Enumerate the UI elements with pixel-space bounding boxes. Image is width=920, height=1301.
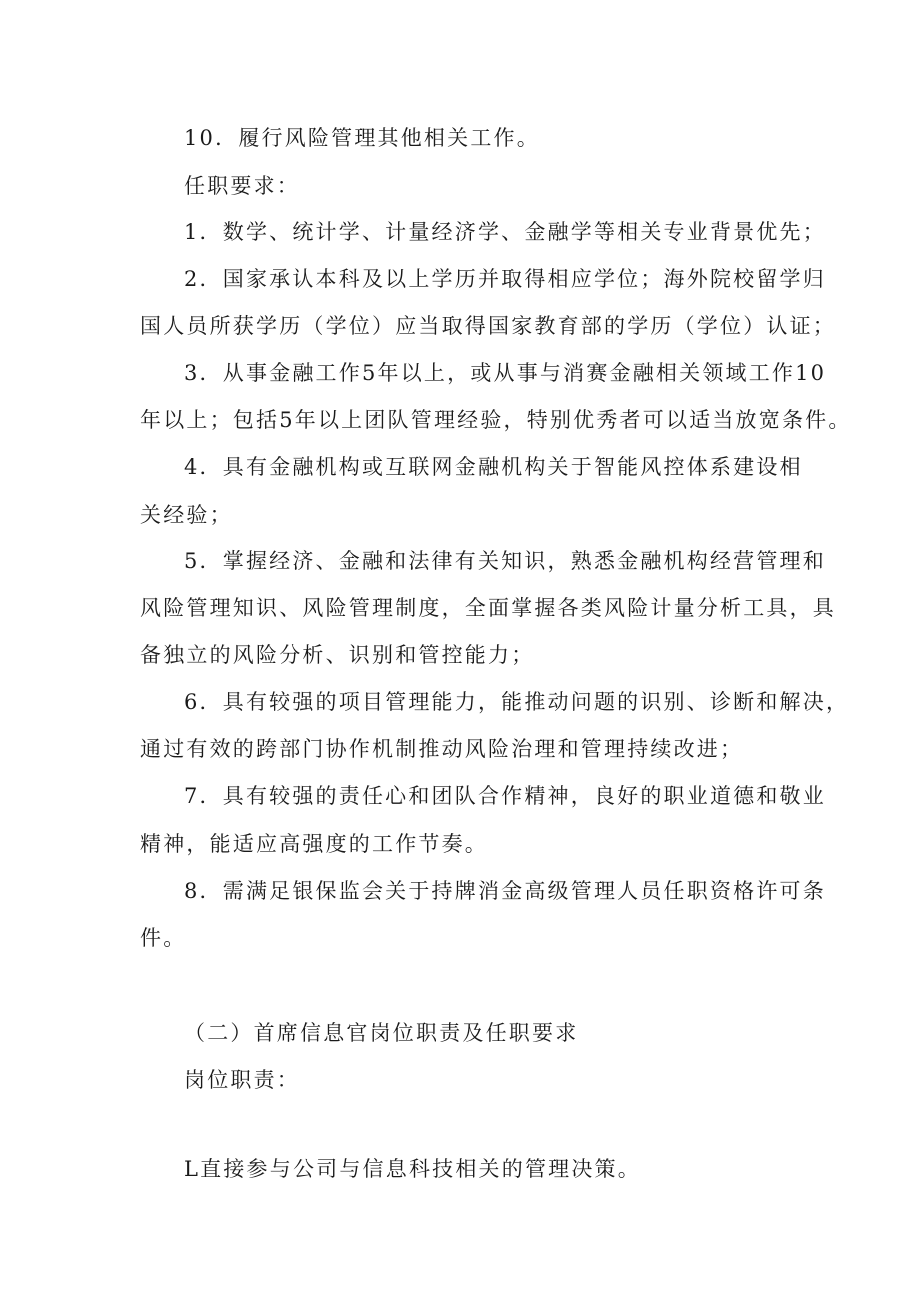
requirement-8-line-2: 件。 bbox=[140, 926, 187, 950]
requirement-1: 1．数学、统计学、计量经济学、金融学等相关专业背景优先； bbox=[184, 220, 826, 244]
requirement-4-line-1: 4．具有金融机构或互联网金融机构关于智能风控体系建设相 bbox=[184, 455, 803, 479]
requirement-6-line-2: 通过有效的跨部门协作机制推动风险治理和管理持续改进； bbox=[140, 737, 744, 761]
requirement-3-line-1: 3．从事金融工作5年以上，或从事与消赛金融相关领域工作10 bbox=[184, 361, 827, 385]
requirement-3-line-2: 年以上；包括5年以上团队管理经验，特别优秀者可以适当放宽条件。 bbox=[140, 408, 852, 432]
section-heading-cio: （二）首席信息官岗位职责及任职要求 bbox=[184, 1021, 579, 1045]
requirement-5-line-3: 备独立的风险分析、识别和管控能力； bbox=[140, 643, 535, 667]
requirements-heading: 任职要求： bbox=[184, 174, 300, 198]
requirement-8-line-1: 8．需满足银保监会关于持牌消金高级管理人员任职资格许可条 bbox=[184, 879, 826, 903]
requirement-5-line-2: 风险管理知识、风险管理制度，全面掌握各类风险计量分析工具，具 bbox=[140, 596, 836, 620]
requirement-2-line-2: 国人员所获学历（学位）应当取得国家教育部的学历（学位）认证； bbox=[140, 314, 836, 338]
requirement-6-line-1: 6．具有较强的项目管理能力，能推动问题的识别、诊断和解决， bbox=[184, 690, 850, 714]
cio-duty-1: L直接参与公司与信息科技相关的管理决策。 bbox=[184, 1157, 641, 1181]
requirement-7-line-1: 7．具有较强的责任心和团队合作精神，良好的职业道德和敬业 bbox=[184, 784, 826, 808]
duties-heading: 岗位职责： bbox=[184, 1068, 300, 1092]
requirement-7-line-2: 精神，能适应高强度的工作节奏。 bbox=[140, 832, 488, 856]
requirement-5-line-1: 5．掌握经济、金融和法律有关知识，熟悉金融机构经营管理和 bbox=[184, 549, 826, 573]
duty-item-10: 10．履行风险管理其他相关工作。 bbox=[184, 126, 540, 150]
requirement-4-line-2: 关经验； bbox=[140, 503, 233, 527]
requirement-2-line-1: 2．国家承认本科及以上学历并取得相应学位；海外院校留学归 bbox=[184, 267, 826, 291]
